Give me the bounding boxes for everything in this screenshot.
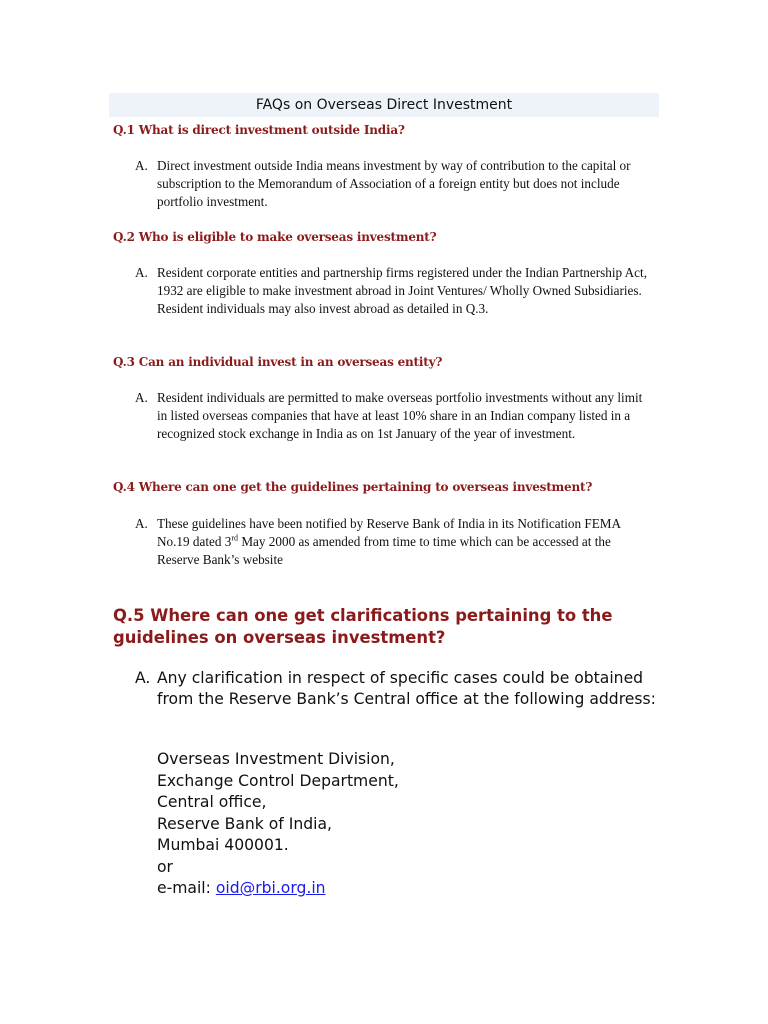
answer-marker: A. [135,265,148,280]
ordinal-suffix: rd [231,533,239,543]
email-label: e-mail: [157,879,216,897]
answer-text-part: May 2000 as amended from time to time which can be accessed at the Reserve Bank’s website [157,534,611,568]
answer-text: Resident corporate entities and partnership firms registered under the Indian Partnership Act, 1932 are eligible to make investment abroad in Joint Ventures/ Wholly Owned Subsidiaries. Resident individuals may also invest abroad as detailed in Q.3. [157,265,647,317]
answer-text: Direct investment outside India means investment by way of contribution to the capital or subscription to the Memorandum of Association of a foreign entity but does not include portfolio investment. [157,158,631,210]
address-line: Central office, [157,793,267,811]
answer-marker: A. [135,158,148,173]
faq-answer-2 [135,264,655,319]
faq-question-3: Q.3 Can an individual invest in an overseas entity? [113,355,443,369]
answer-marker: A. [135,390,148,405]
faq-answer-3 [135,389,655,444]
faq-answer-5 [135,668,675,710]
answer-text: Resident individuals are permitted to make overseas portfolio investments without any limit in listed overseas companies that have at least 10% share in an Indian company listed in a recognized stock exchange in India as on 1st January of the year of investment. [157,390,643,442]
faq-question-1: Q.1 What is direct investment outside India? [113,123,405,137]
address-or: or [157,857,173,876]
address-line: Overseas Investment Division, [157,750,395,768]
address-line: Reserve Bank of India, [157,814,332,833]
page-title: FAQs on Overseas Direct Investment [109,93,659,117]
email-link[interactable]: oid@rbi.org.in [215,879,326,897]
address-line: Exchange Control Department, [157,771,399,790]
answer-text-part: These guidelines have been notified by Reserve Bank of India in its Notification FEMA No.19 dated 3 [157,516,621,550]
answer-text [157,515,655,570]
email-line [157,878,399,900]
contact-address [157,749,399,900]
faq-question-2: Q.2 Who is eligible to make overseas investment? [113,230,437,244]
faq-answer-4 [135,515,655,570]
faq-question-5: Q.5 Where can one get clarifications pertaining to the guidelines on overseas investment? [113,606,613,647]
answer-marker: A. [135,516,148,531]
address-line: Mumbai 400001. [157,836,289,854]
faq-answer-1 [135,157,655,212]
answer-marker: A. [135,669,151,687]
answer-text: Any clarification in respect of specific cases could be obtained from the Reserve Bank’s Central office at the following address: [157,669,656,708]
faq-question-4: Q.4 Where can one get the guidelines pertaining to overseas investment? [113,480,593,494]
